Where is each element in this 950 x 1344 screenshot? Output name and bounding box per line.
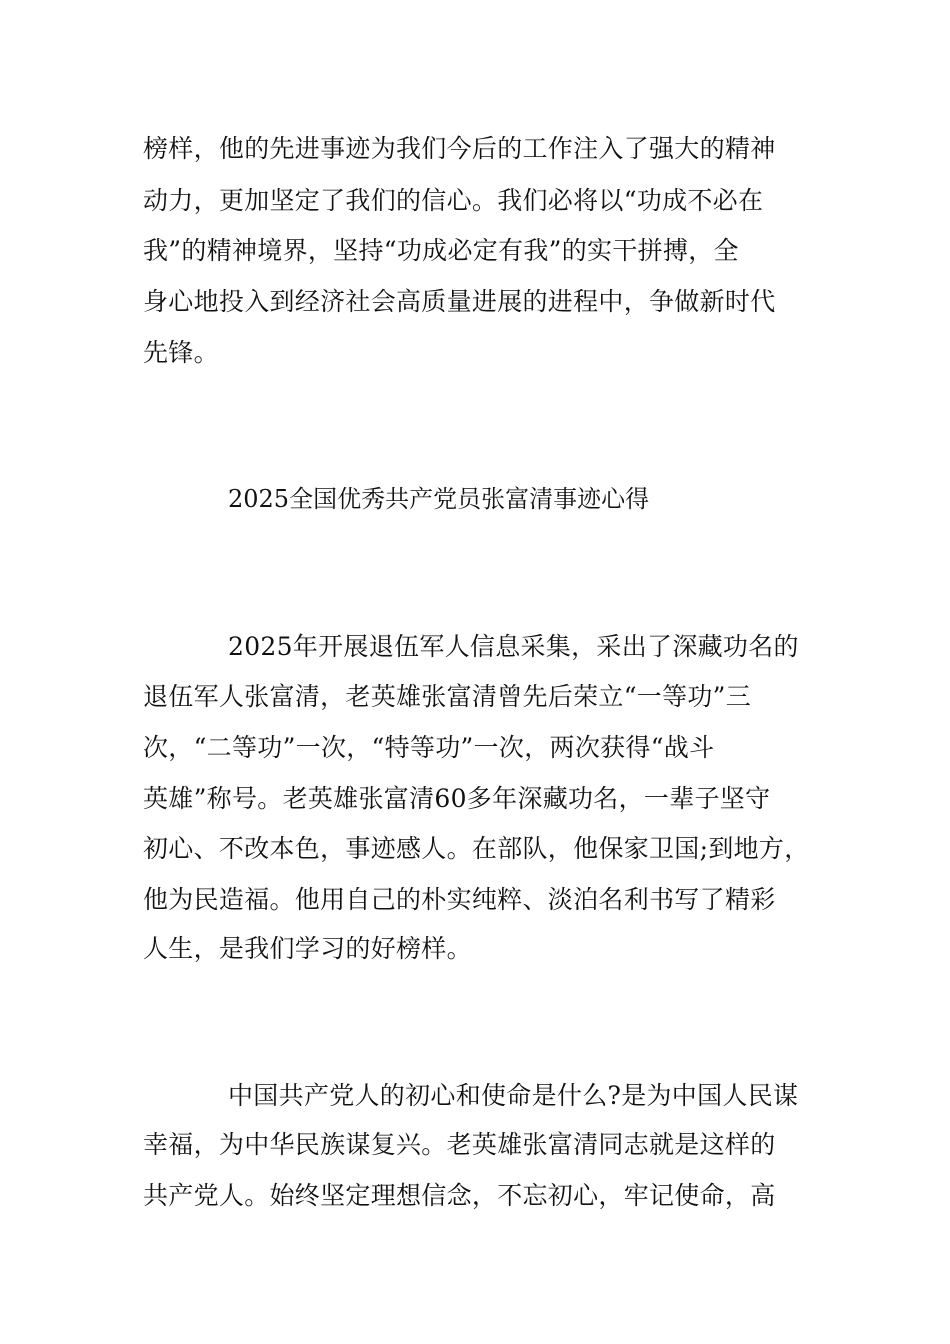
paragraph-line: 初心、不改本色，事迹感人。在部队，他保家卫国;到地方， xyxy=(143,834,810,863)
paragraph-line: 退伍军人张富清，老英雄张富清曾先后荣立“一等功”三 xyxy=(143,682,752,711)
paragraph-line: 幸福，为中华民族谋复兴。老英雄张富清同志就是这样的 xyxy=(143,1130,776,1159)
paragraph-line: 身心地投入到经济社会高质量进展的进程中，争做新时代 xyxy=(143,287,776,316)
paragraph-line: 2025年开展退伍军人信息采集，采出了深藏功名的 xyxy=(228,632,799,661)
paragraph-line: 我”的精神境界，坚持“功成必定有我”的实干拼搏，全 xyxy=(143,236,739,265)
paragraph-line: 共产党人。始终坚定理想信念，不忘初心，牢记使命，高 xyxy=(143,1181,776,1210)
paragraph-line: 中国共产党人的初心和使命是什么?是为中国人民谋 xyxy=(228,1081,799,1110)
paragraph-line: 他为民造福。他用自己的朴实纯粹、淡泊名利书写了精彩 xyxy=(143,885,776,914)
paragraph-line: 英雄”称号。老英雄张富清60多年深藏功名，一辈子坚守 xyxy=(143,784,771,813)
paragraph-line: 动力，更加坚定了我们的信心。我们必将以“功成不必在 xyxy=(143,186,764,215)
section-title: 2025全国优秀共产党员张富清事迹心得 xyxy=(228,485,650,513)
paragraph-line: 次，“二等功”一次，“特等功”一次，两次获得“战斗 xyxy=(143,733,715,762)
paragraph-line: 先锋。 xyxy=(143,338,219,367)
paragraph-line: 人生，是我们学习的好榜样。 xyxy=(143,934,472,963)
paragraph-line: 榜样，他的先进事迹为我们今后的工作注入了强大的精神 xyxy=(143,134,776,163)
